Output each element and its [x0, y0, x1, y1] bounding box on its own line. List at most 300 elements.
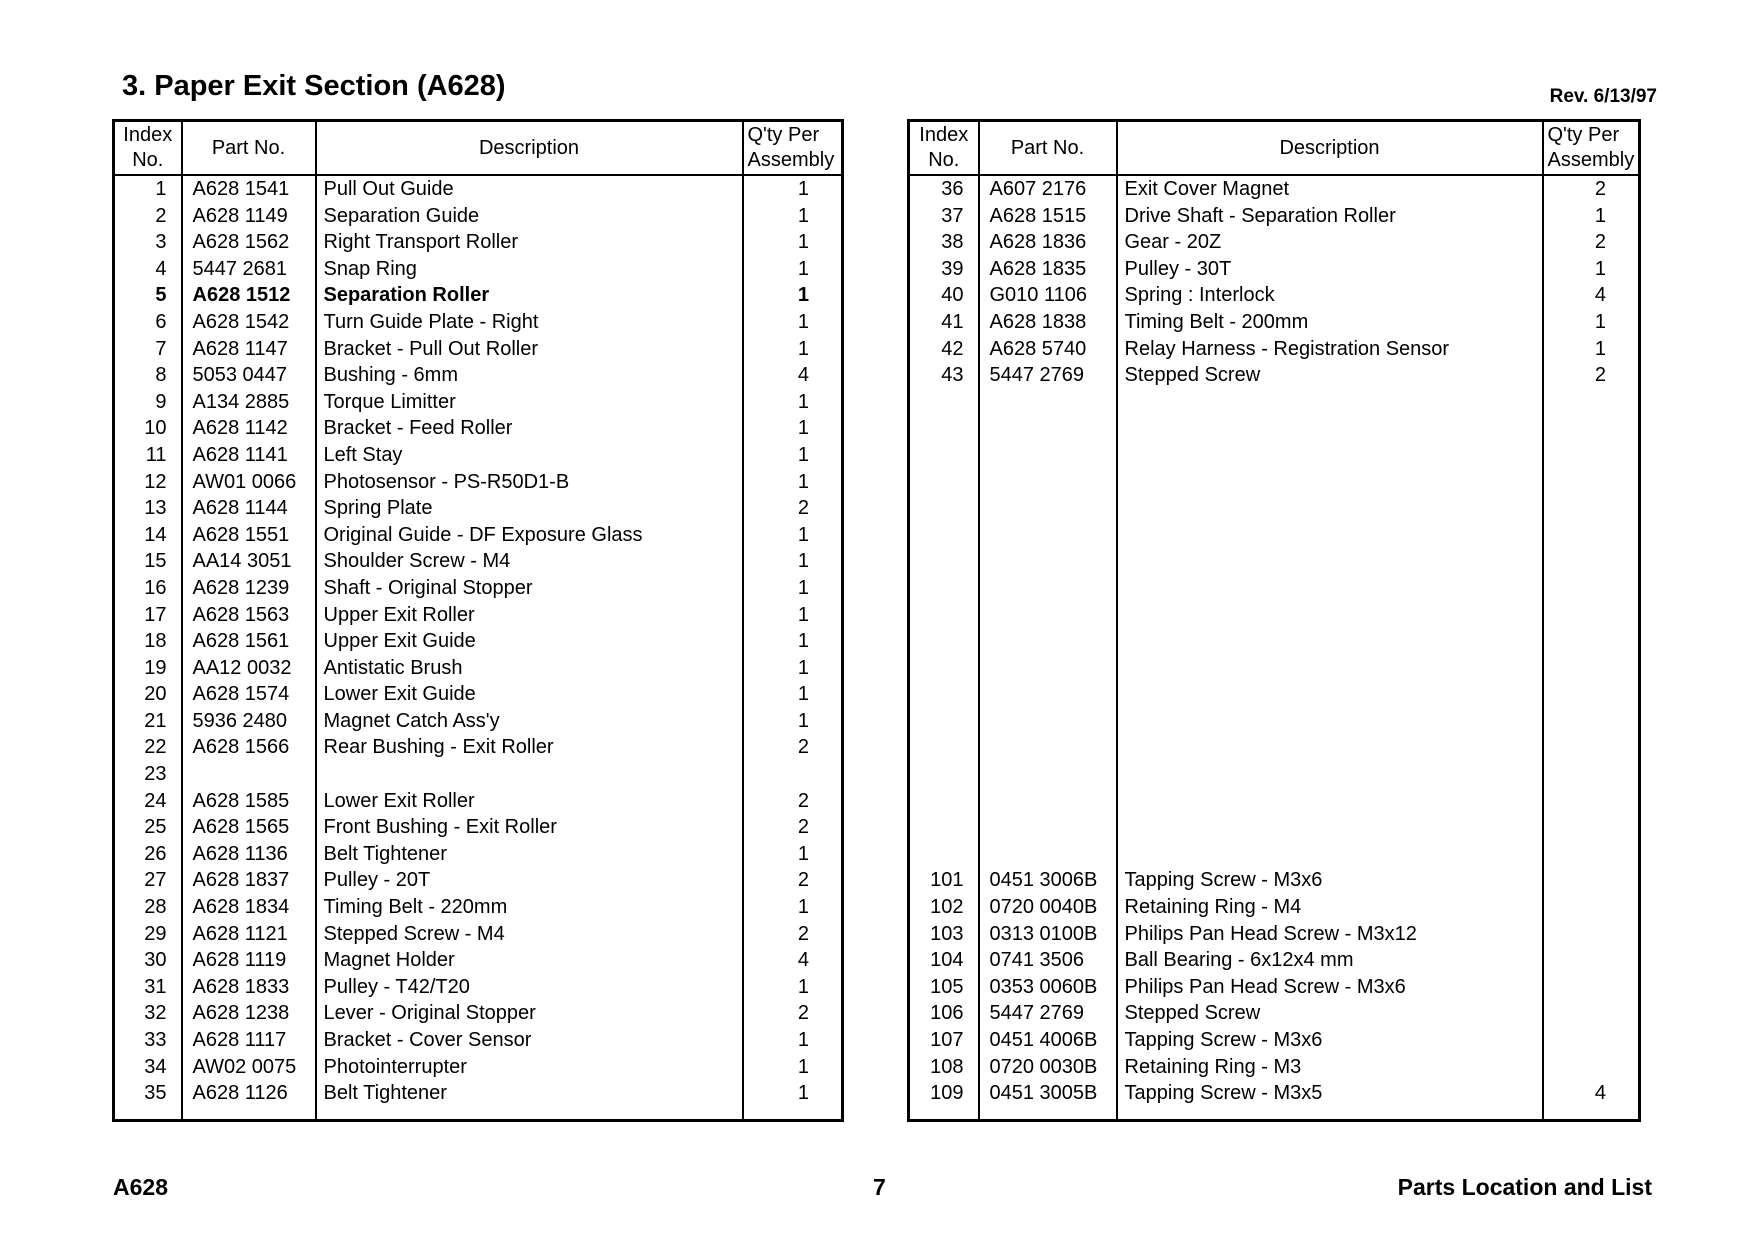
quantity-cell: 1 [1594, 337, 1606, 360]
table-row [114, 336, 843, 363]
description-cell: Snap Ring [316, 256, 743, 283]
qty-column-header: Q'ty Per Assembly [743, 121, 843, 176]
quantity-cell: 2 [1594, 178, 1606, 200]
description-cell: Right Transport Roller [316, 229, 743, 256]
quantity-cell [1543, 575, 1640, 602]
quantity-cell [1543, 602, 1640, 629]
index-cell: 28 [114, 894, 182, 921]
quantity-cell: 1 [797, 257, 809, 280]
table-row [114, 974, 843, 1001]
part-number-cell: A607 2176 [979, 175, 1117, 203]
quantity-cell [1543, 974, 1640, 1001]
quantity-cell: 1 [797, 523, 809, 546]
table-row [909, 1000, 1640, 1027]
description-cell: Lower Exit Roller [316, 788, 743, 815]
description-cell [1117, 734, 1543, 761]
table-row [114, 442, 843, 469]
index-cell: 43 [909, 362, 979, 389]
table-row [114, 469, 843, 496]
footer-model: A628 [113, 1174, 168, 1200]
index-cell: 102 [909, 894, 979, 921]
description-cell: Retaining Ring - M3 [1117, 1054, 1543, 1081]
quantity-cell [1543, 469, 1640, 496]
index-cell: 12 [114, 469, 182, 496]
table-row [909, 336, 1640, 363]
index-cell: 106 [909, 1000, 979, 1027]
part-number-cell: 5447 2769 [979, 362, 1117, 389]
table-row [909, 974, 1640, 1001]
part-number-cell: AW02 0075 [182, 1054, 316, 1081]
index-cell: 2 [114, 203, 182, 230]
part-number-cell [979, 681, 1117, 708]
description-cell: Retaining Ring - M4 [1117, 894, 1543, 921]
index-cell [909, 415, 979, 442]
quantity-cell: 1 [797, 284, 809, 307]
description-cell: Spring : Interlock [1117, 282, 1543, 309]
quantity-cell [1543, 442, 1640, 469]
index-cell: 105 [909, 974, 979, 1001]
table-row [909, 256, 1640, 283]
index-cell: 19 [114, 655, 182, 682]
index-cell [909, 575, 979, 602]
description-cell: Antistatic Brush [316, 655, 743, 682]
index-cell: 9 [114, 389, 182, 416]
description-cell: Original Guide - DF Exposure Glass [316, 522, 743, 549]
index-cell: 107 [909, 1027, 979, 1054]
table-row [114, 389, 843, 416]
quantity-cell: 1 [797, 896, 809, 919]
index-cell [909, 442, 979, 469]
quantity-cell: 1 [797, 417, 809, 440]
part-number-cell: A628 1147 [182, 336, 316, 363]
table-row [909, 203, 1640, 230]
quantity-cell: 1 [797, 310, 809, 333]
quantity-cell [1543, 389, 1640, 416]
index-cell: 26 [114, 841, 182, 868]
part-number-cell [979, 522, 1117, 549]
description-cell [316, 761, 743, 788]
table-row [909, 575, 1640, 602]
table-row [909, 788, 1640, 815]
description-cell: Philips Pan Head Screw - M3x6 [1117, 974, 1543, 1001]
description-cell [1117, 628, 1543, 655]
parts-rows-left [114, 175, 843, 1120]
part-number-cell: A628 1566 [182, 734, 316, 761]
index-cell: 14 [114, 522, 182, 549]
table-row [909, 282, 1640, 309]
description-cell [1117, 602, 1543, 629]
description-cell: Front Bushing - Exit Roller [316, 814, 743, 841]
index-cell: 36 [909, 175, 979, 203]
index-cell [909, 681, 979, 708]
table-row [114, 362, 843, 389]
table-header-row [909, 121, 1640, 176]
description-cell: Pulley - 20T [316, 867, 743, 894]
parts-table-right [907, 119, 1641, 1122]
index-cell: 31 [114, 974, 182, 1001]
table-row [909, 628, 1640, 655]
part-number-cell: A628 1542 [182, 309, 316, 336]
part-number-cell [979, 575, 1117, 602]
table-row [909, 602, 1640, 629]
quantity-cell: 1 [797, 204, 809, 227]
description-cell: Ball Bearing - 6x12x4 mm [1117, 947, 1543, 974]
quantity-cell: 1 [1594, 257, 1606, 280]
table-row [909, 522, 1640, 549]
part-number-cell: AA14 3051 [182, 548, 316, 575]
index-cell: 29 [114, 921, 182, 948]
part-number-cell: 0720 0040B [979, 894, 1117, 921]
table-header-row [114, 121, 843, 176]
description-cell: Shaft - Original Stopper [316, 575, 743, 602]
table-row [114, 1054, 843, 1081]
part-number-cell: A628 1838 [979, 309, 1117, 336]
part-number-cell: A628 1551 [182, 522, 316, 549]
description-cell: Tapping Screw - M3x6 [1117, 867, 1543, 894]
index-cell: 103 [909, 921, 979, 948]
description-cell: Bracket - Cover Sensor [316, 1027, 743, 1054]
table-row [114, 1027, 843, 1054]
quantity-cell: 1 [1594, 204, 1606, 227]
description-cell: Photointerrupter [316, 1054, 743, 1081]
description-cell [1117, 761, 1543, 788]
description-cell: Relay Harness - Registration Sensor [1117, 336, 1543, 363]
quantity-cell: 1 [797, 550, 809, 573]
quantity-cell [1543, 548, 1640, 575]
part-number-cell [979, 761, 1117, 788]
description-cell: Tapping Screw - M3x5 [1117, 1080, 1543, 1120]
quantity-cell [1543, 708, 1640, 735]
revision-date: Rev. 6/13/97 [1549, 86, 1657, 107]
index-cell: 3 [114, 229, 182, 256]
quantity-cell [1543, 734, 1640, 761]
description-cell: Timing Belt - 200mm [1117, 309, 1543, 336]
description-cell: Lever - Original Stopper [316, 1000, 743, 1027]
part-number-cell [979, 495, 1117, 522]
quantity-cell [1543, 681, 1640, 708]
index-cell: 34 [114, 1054, 182, 1081]
quantity-cell [1543, 841, 1640, 868]
index-cell: 7 [114, 336, 182, 363]
part-number-cell: A628 1126 [182, 1080, 316, 1120]
description-cell: Pulley - T42/T20 [316, 974, 743, 1001]
quantity-cell: 1 [797, 683, 809, 706]
description-cell: Photosensor - PS-R50D1-B [316, 469, 743, 496]
table-row [114, 602, 843, 629]
table-row [114, 282, 843, 309]
quantity-cell [1543, 1000, 1640, 1027]
index-cell [909, 522, 979, 549]
description-cell [1117, 495, 1543, 522]
description-cell: Pull Out Guide [316, 175, 743, 203]
description-cell: Upper Exit Roller [316, 602, 743, 629]
description-cell: Gear - 20Z [1117, 229, 1543, 256]
index-cell [909, 814, 979, 841]
part-number-cell: A628 1142 [182, 415, 316, 442]
part-number-cell: AW01 0066 [182, 469, 316, 496]
table-row [114, 867, 843, 894]
table-row [114, 203, 843, 230]
index-cell: 30 [114, 947, 182, 974]
part-number-cell: A628 1574 [182, 681, 316, 708]
description-cell: Philips Pan Head Screw - M3x12 [1117, 921, 1543, 948]
table-row [114, 655, 843, 682]
index-cell [909, 628, 979, 655]
table-row [909, 469, 1640, 496]
quantity-cell: 1 [797, 1029, 809, 1051]
quantity-cell: 2 [797, 922, 809, 945]
description-column-header: Description [316, 121, 743, 176]
description-cell [1117, 415, 1543, 442]
quantity-cell [1543, 655, 1640, 682]
parts-rows-right [909, 175, 1640, 1120]
quantity-cell: 1 [797, 576, 809, 599]
description-cell: Shoulder Screw - M4 [316, 548, 743, 575]
index-cell: 109 [909, 1080, 979, 1120]
parts-table-left [112, 119, 844, 1122]
quantity-cell: 1 [1594, 310, 1606, 333]
index-cell: 6 [114, 309, 182, 336]
description-cell: Bracket - Feed Roller [316, 415, 743, 442]
index-cell: 104 [909, 947, 979, 974]
description-cell: Turn Guide Plate - Right [316, 309, 743, 336]
quantity-cell: 4 [797, 364, 809, 387]
quantity-cell: 1 [797, 443, 809, 466]
description-cell [1117, 681, 1543, 708]
quantity-cell [1543, 894, 1640, 921]
part-number-cell: G010 1106 [979, 282, 1117, 309]
description-cell [1117, 548, 1543, 575]
table-row [114, 788, 843, 815]
description-cell [1117, 389, 1543, 416]
quantity-cell: 1 [797, 709, 809, 732]
quantity-cell: 2 [797, 736, 809, 759]
description-cell: Drive Shaft - Separation Roller [1117, 203, 1543, 230]
table-row [114, 841, 843, 868]
index-cell: 101 [909, 867, 979, 894]
quantity-cell: 4 [1594, 1082, 1606, 1105]
table-row [114, 575, 843, 602]
index-cell: 20 [114, 681, 182, 708]
description-cell: Upper Exit Guide [316, 628, 743, 655]
quantity-cell [1543, 628, 1640, 655]
quantity-cell: 2 [797, 1002, 809, 1025]
description-cell [1117, 575, 1543, 602]
quantity-cell: 1 [797, 1082, 809, 1105]
description-cell: Stepped Screw [1117, 362, 1543, 389]
table-row [114, 495, 843, 522]
quantity-cell [1543, 495, 1640, 522]
table-row [909, 1054, 1640, 1081]
description-cell [1117, 814, 1543, 841]
part-number-cell: A628 1121 [182, 921, 316, 948]
part-number-cell [979, 841, 1117, 868]
part-number-cell: A628 1541 [182, 175, 316, 203]
index-cell: 5 [114, 282, 182, 309]
quantity-cell [1543, 761, 1640, 788]
quantity-cell: 2 [1594, 364, 1606, 387]
part-number-cell: 5053 0447 [182, 362, 316, 389]
description-cell [1117, 788, 1543, 815]
page-number: 7 [873, 1174, 886, 1200]
table-row [114, 522, 843, 549]
index-cell: 33 [114, 1027, 182, 1054]
part-number-cell [979, 602, 1117, 629]
part-number-cell: A628 1149 [182, 203, 316, 230]
part-column-header: Part No. [979, 121, 1117, 176]
part-number-cell [979, 788, 1117, 815]
table-row [909, 814, 1640, 841]
index-cell: 41 [909, 309, 979, 336]
part-number-cell: A628 1836 [979, 229, 1117, 256]
part-number-cell [979, 442, 1117, 469]
description-cell: Spring Plate [316, 495, 743, 522]
index-cell [909, 761, 979, 788]
quantity-cell: 2 [797, 816, 809, 839]
part-number-cell: 0451 4006B [979, 1027, 1117, 1054]
table-row [909, 708, 1640, 735]
quantity-cell: 1 [797, 975, 809, 998]
part-number-cell: A628 1835 [979, 256, 1117, 283]
index-cell: 32 [114, 1000, 182, 1027]
part-number-cell: A628 1238 [182, 1000, 316, 1027]
description-cell: Timing Belt - 220mm [316, 894, 743, 921]
table-row [114, 814, 843, 841]
table-row [114, 256, 843, 283]
table-row [909, 1027, 1640, 1054]
quantity-cell [1543, 415, 1640, 442]
description-cell [1117, 442, 1543, 469]
index-cell: 10 [114, 415, 182, 442]
index-cell [909, 495, 979, 522]
table-row [114, 894, 843, 921]
index-cell: 108 [909, 1054, 979, 1081]
table-row [909, 495, 1640, 522]
quantity-cell: 4 [797, 949, 809, 972]
footer-section: Parts Location and List [1397, 1174, 1652, 1200]
part-number-cell [979, 708, 1117, 735]
description-cell [1117, 708, 1543, 735]
part-number-cell: A628 1239 [182, 575, 316, 602]
index-cell: 22 [114, 734, 182, 761]
index-cell: 4 [114, 256, 182, 283]
index-cell: 8 [114, 362, 182, 389]
description-cell: Left Stay [316, 442, 743, 469]
part-number-cell [979, 389, 1117, 416]
quantity-cell: 1 [797, 337, 809, 360]
description-cell: Pulley - 30T [1117, 256, 1543, 283]
part-column-header: Part No. [182, 121, 316, 176]
table-row [114, 628, 843, 655]
table-row [909, 761, 1640, 788]
description-cell: Rear Bushing - Exit Roller [316, 734, 743, 761]
table-row [909, 1080, 1640, 1120]
table-row [114, 1080, 843, 1120]
part-number-cell: 5936 2480 [182, 708, 316, 735]
page-title: 3. Paper Exit Section (A628) [122, 70, 506, 102]
quantity-cell: 1 [797, 231, 809, 254]
quantity-cell [1543, 814, 1640, 841]
index-cell [909, 734, 979, 761]
quantity-cell: 4 [1594, 284, 1606, 307]
index-cell: 16 [114, 575, 182, 602]
table-row [909, 415, 1640, 442]
index-cell [909, 389, 979, 416]
table-row [909, 229, 1640, 256]
table-row [114, 229, 843, 256]
quantity-cell: 2 [797, 789, 809, 812]
index-column-header: Index No. [114, 121, 182, 176]
table-row [909, 894, 1640, 921]
table-row [909, 734, 1640, 761]
table-row [909, 921, 1640, 948]
part-number-cell [979, 814, 1117, 841]
index-cell [909, 602, 979, 629]
quantity-cell [1543, 1027, 1640, 1054]
index-column-header: Index No. [909, 121, 979, 176]
table-row [909, 362, 1640, 389]
index-cell: 18 [114, 628, 182, 655]
quantity-cell: 1 [797, 842, 809, 865]
table-row [114, 175, 843, 203]
quantity-cell: 2 [1594, 231, 1606, 254]
description-cell: Bracket - Pull Out Roller [316, 336, 743, 363]
table-row [114, 947, 843, 974]
part-number-cell [979, 548, 1117, 575]
part-number-cell: A628 1585 [182, 788, 316, 815]
part-number-cell: 0353 0060B [979, 974, 1117, 1001]
part-number-cell: A628 1141 [182, 442, 316, 469]
description-cell: Belt Tightener [316, 1080, 743, 1120]
quantity-cell: 2 [797, 497, 809, 520]
table-row [909, 442, 1640, 469]
table-row [909, 309, 1640, 336]
table-row [909, 867, 1640, 894]
quantity-cell: 1 [797, 630, 809, 653]
description-cell: Stepped Screw [1117, 1000, 1543, 1027]
table-row [909, 389, 1640, 416]
quantity-cell: 1 [797, 603, 809, 626]
quantity-cell [1543, 522, 1640, 549]
table-row [114, 708, 843, 735]
table-row [909, 548, 1640, 575]
part-number-cell [979, 628, 1117, 655]
table-row [114, 1000, 843, 1027]
table-row [909, 681, 1640, 708]
description-cell: Magnet Catch Ass'y [316, 708, 743, 735]
quantity-cell [1543, 867, 1640, 894]
quantity-cell [1543, 788, 1640, 815]
part-number-cell: A628 1837 [182, 867, 316, 894]
index-cell [909, 469, 979, 496]
index-cell: 13 [114, 495, 182, 522]
description-cell [1117, 655, 1543, 682]
part-number-cell [182, 761, 316, 788]
part-number-cell: A628 1565 [182, 814, 316, 841]
part-number-cell: 0451 3005B [979, 1080, 1117, 1120]
description-cell: Torque Limitter [316, 389, 743, 416]
description-cell: Separation Roller [316, 282, 743, 309]
part-number-cell: 5447 2769 [979, 1000, 1117, 1027]
index-cell: 23 [114, 761, 182, 788]
index-cell: 27 [114, 867, 182, 894]
quantity-cell: 1 [797, 656, 809, 679]
part-number-cell: A628 1117 [182, 1027, 316, 1054]
table-row [114, 734, 843, 761]
part-number-cell: 0741 3506 [979, 947, 1117, 974]
table-row [909, 947, 1640, 974]
table-row [114, 921, 843, 948]
